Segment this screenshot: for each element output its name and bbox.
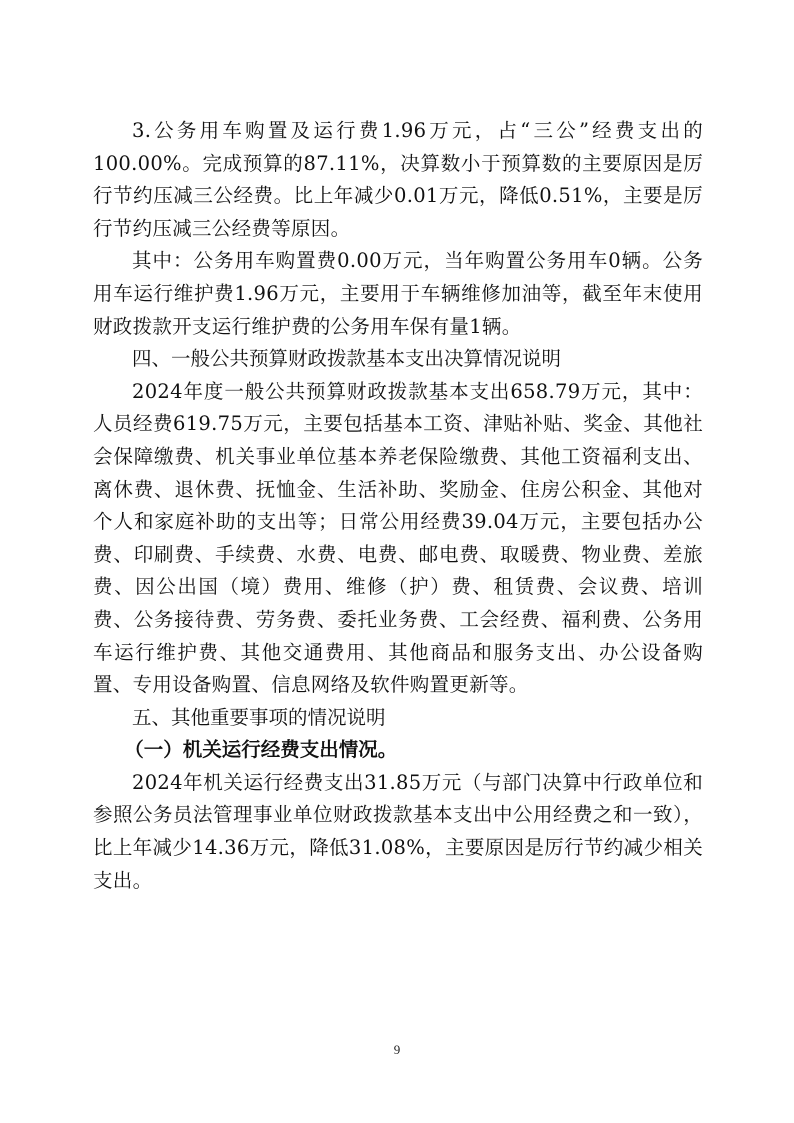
section-heading-5: 五、其他重要事项的情况说明: [132, 705, 386, 729]
paragraph-basic-expenditure: 2024年度一般公共预算财政拨款基本支出658.79万元，其中：人员经费619.75万元，主要包括基本工资、津贴补贴、奖金、其他社会保障缴费、机关事业单位基本养老保险缴费、其他工资福利支出、离休费、退休费、抚恤金、生活补助、奖励金、住房公积金、其他对个人和家庭补助的支出等；日常公用经费39.04万元，主要包括办公费、印刷费、手续费、水费、电费、邮电费、取暖费、物业费、差旅费、因公出国（境）费用、维修（护）费、租赁费、会议费、培训费、公务接待费、劳务费、委托业务费、工会经费、福利费、公务用车运行维护费、其他交通费用、其他商品和服务支出、办公设备购置、专用设备购置、信息网络及软件购置更新等。: [93, 379, 703, 697]
section-heading-4: 四、一般公共预算财政拨款基本支出决算情况说明: [132, 347, 562, 371]
paragraph-vehicle-breakdown: 其中：公务用车购置费0.00万元，当年购置公务用车0辆。公务用车运行维护费1.96万元，主要用于车辆维修加油等，截至年末使用财政拨款开支运行维护费的公务用车保有量1辆。: [93, 249, 703, 338]
paragraph-vehicle-costs: 3.公务用车购置及运行费1.96万元，占“三公”经费支出的100.00%。完成预算的87.11%，决算数小于预算数的主要原因是厉行节约压减三公经费。比上年减少0.01万元，降低0.51%，主要是厉行节约压减三公经费等原因。: [93, 119, 703, 240]
paragraph-operating-expenses: 2024年机关运行经费支出31.85万元（与部门决算中行政单位和参照公务员法管理事业单位财政拨款基本支出中公用经费之和一致），比上年减少14.36万元，降低31.08%，主要原因是厉行节约减少相关支出。: [93, 770, 703, 892]
document-body: [93, 115, 703, 897]
page-number: 9: [393, 1042, 401, 1057]
subsection-heading-5-1: （一）机关运行经费支出情况。: [124, 738, 398, 762]
